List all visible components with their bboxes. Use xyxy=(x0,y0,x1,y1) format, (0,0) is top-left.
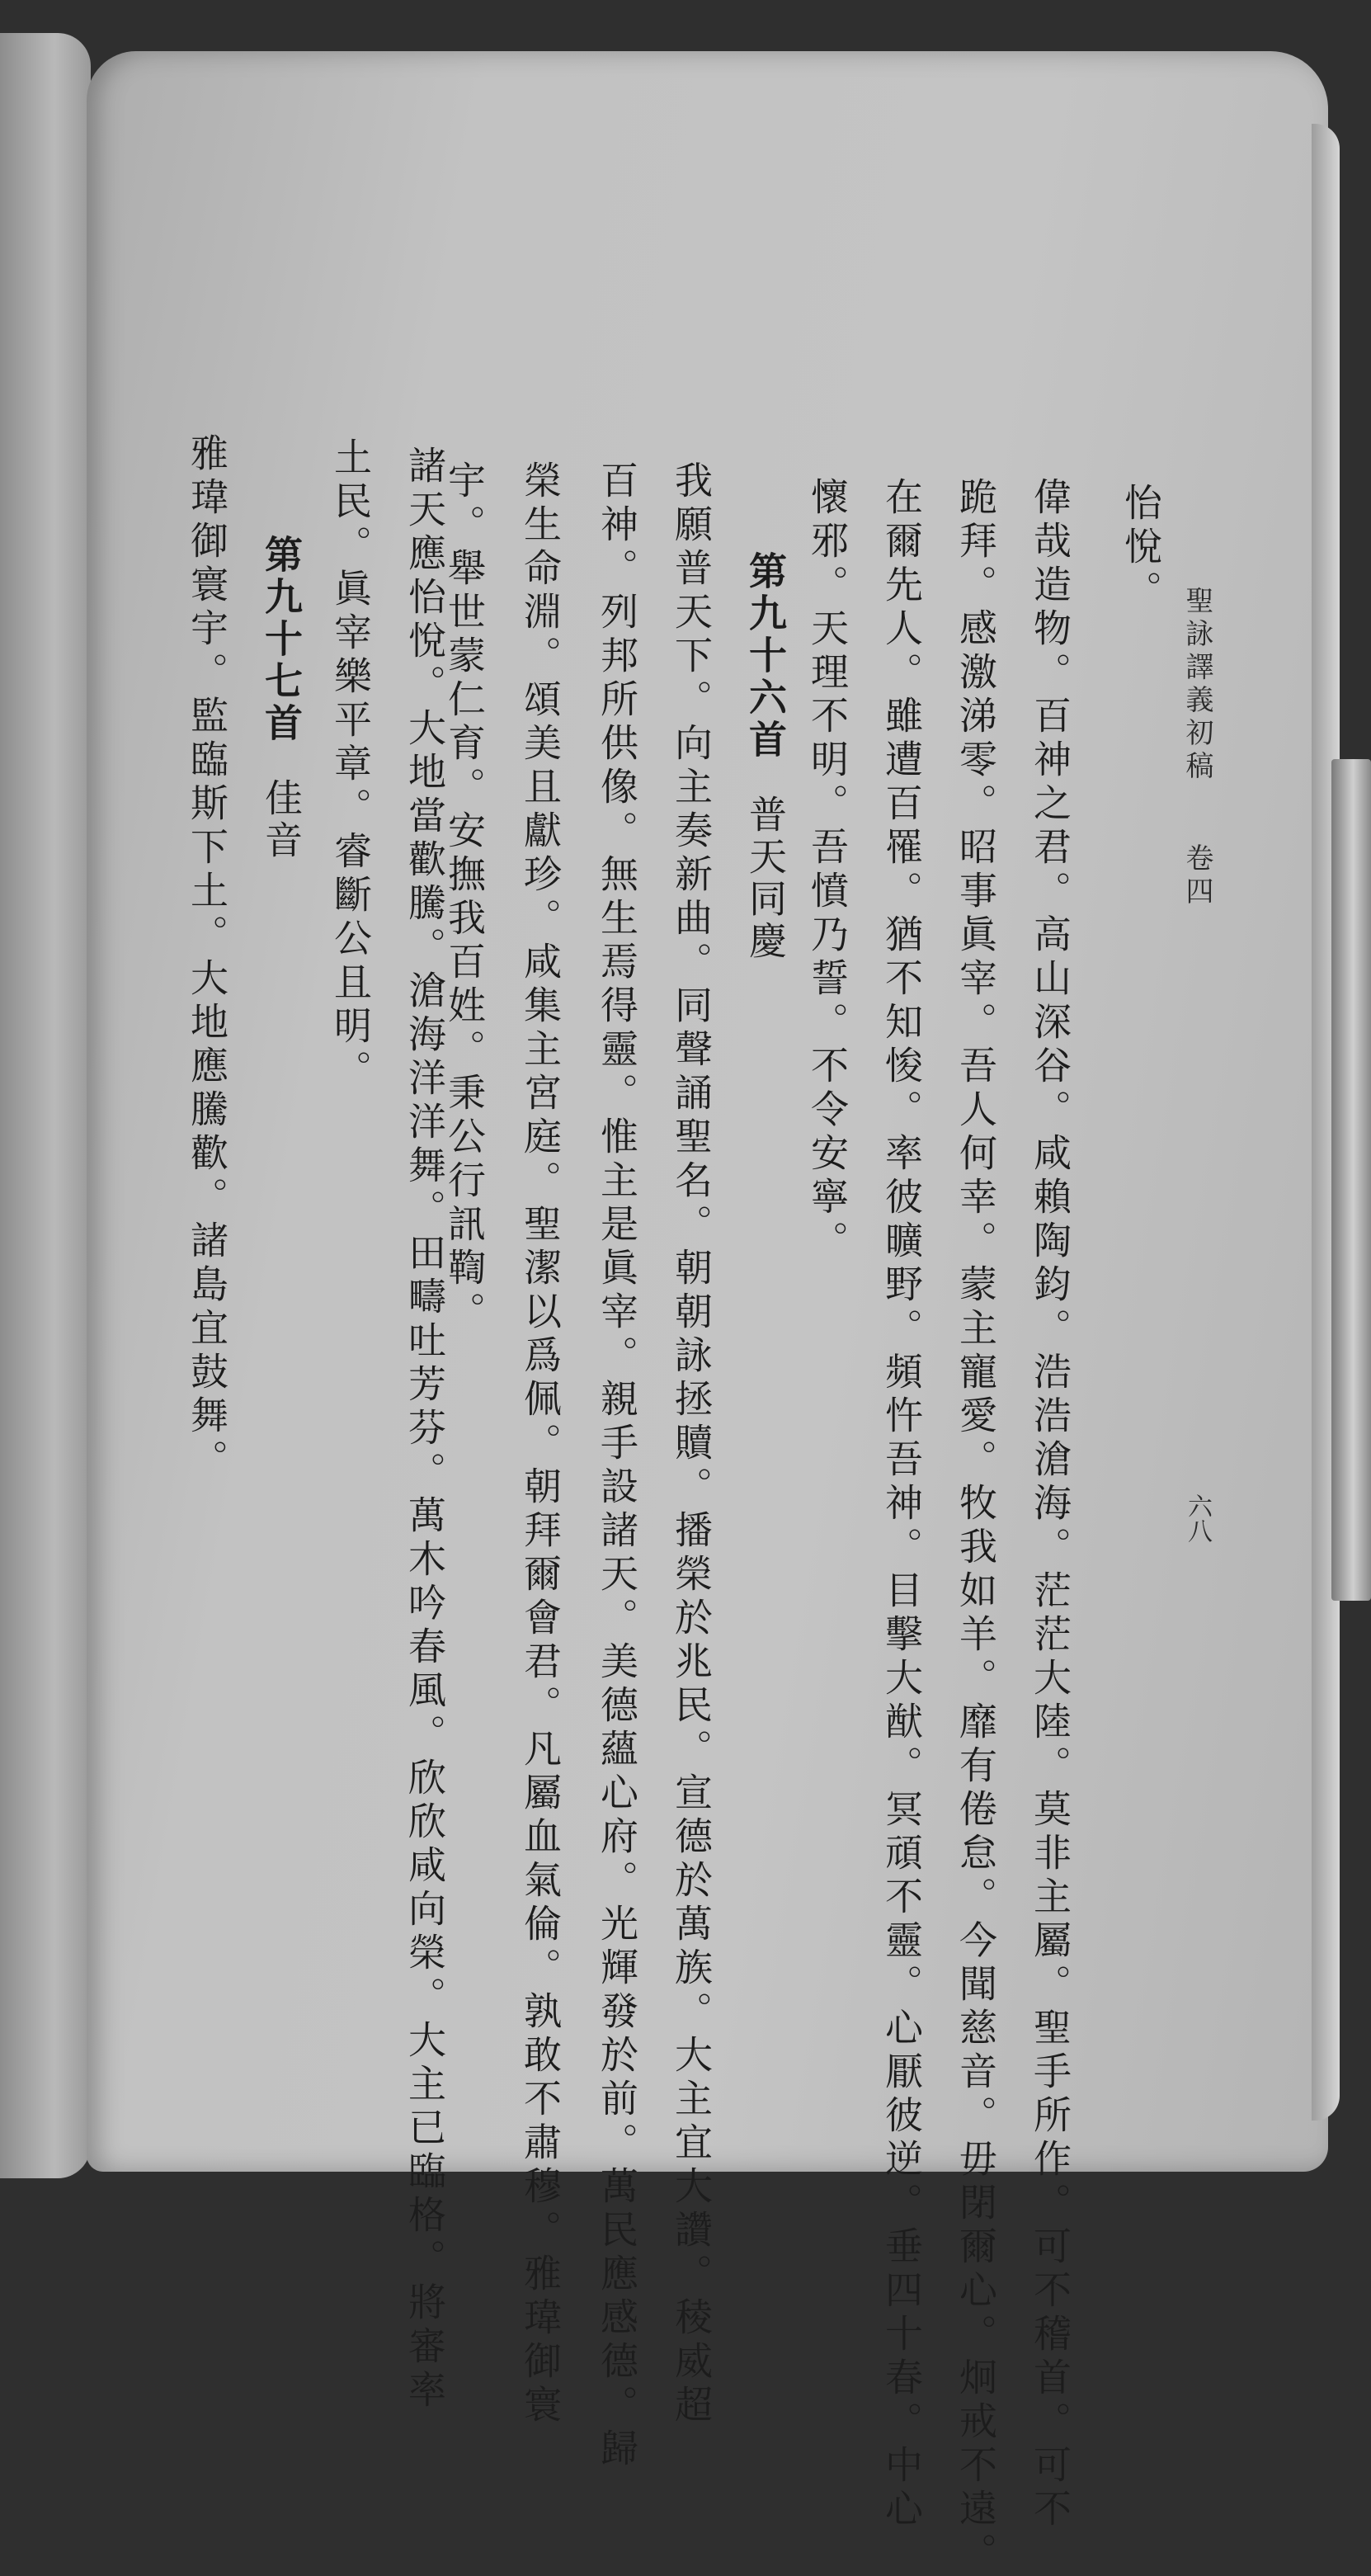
running-head xyxy=(1180,586,1213,909)
text-column-5: 懷邪。天理不明。吾憤乃誓。不令安寧。 xyxy=(805,477,850,1264)
psalm-97-title: 第九十七首 xyxy=(259,535,304,745)
text-column-7: 百神。列邦所供像。無生焉得靈。惟主是眞宰。親手設諸天。美德蘊心府。光輝發於前。萬民應感德。歸 xyxy=(595,460,639,2472)
text-column-8: 榮生命淵。頌美且獻珍。咸集主宮庭。聖潔以爲佩。朝拜爾會君。凡屬血氣倫。孰敢不肅穆。雅瑋御寰 xyxy=(518,460,563,2428)
book-title: 聖詠譯義初稿 xyxy=(1180,586,1213,784)
binder-clip xyxy=(1331,759,1371,1601)
text-column-2: 偉哉造物。百神之君。高山深谷。咸賴陶鈞。浩浩滄海。茫茫大陸。莫非主屬。聖手所作。可不稽首。可不 xyxy=(1028,477,1072,2532)
text-column-12: 雅瑋御寰宇。監臨斯下土。大地應騰歡。諸島宜鼓舞。 xyxy=(185,433,229,1483)
text-column-11: 土民。眞宰樂平章。睿斷公且明。 xyxy=(328,437,373,1093)
previous-page-edge xyxy=(0,33,91,2178)
psalm-96-title: 第九十六首 xyxy=(743,551,788,762)
text-column-9: 宇。舉世蒙仁育。安撫我百姓。秉公行訊鞫。 xyxy=(442,460,487,1335)
text-column-4: 在爾先人。雖遭百罹。猶不知悛。率彼曠野。頻忤吾神。目擊大猷。冥頑不靈。心厭彼逆。垂四十春。中心 xyxy=(879,477,924,2532)
psalm-97-heading xyxy=(259,535,304,862)
text-column-3: 跪拜。感激涕零。昭事眞宰。吾人何幸。蒙主寵愛。牧我如羊。靡有倦怠。今聞慈音。毋閉爾心。炯戒不遠。 xyxy=(954,477,998,2576)
text-column-10: 諸天應怡悅。大地當歡騰。滄海洋洋舞。田疇吐芳芬。萬木吟春風。欣欣咸向榮。大主已臨格。將審率 xyxy=(403,446,447,2413)
page-number: 六八 xyxy=(1183,1493,1212,1543)
text-column-1: 怡悅。 xyxy=(1119,483,1163,614)
psalm-96-tune: 普天同慶 xyxy=(743,795,788,963)
psalm-97-tune: 佳音 xyxy=(259,778,304,862)
volume-label: 卷四 xyxy=(1180,843,1213,909)
text-column-6: 我願普天下。向主奏新曲。同聲誦聖名。朝朝詠拯贖。播榮於兆民。宣德於萬族。大主宜大讚。稜威超 xyxy=(669,460,714,2428)
psalm-96-heading xyxy=(743,551,788,963)
